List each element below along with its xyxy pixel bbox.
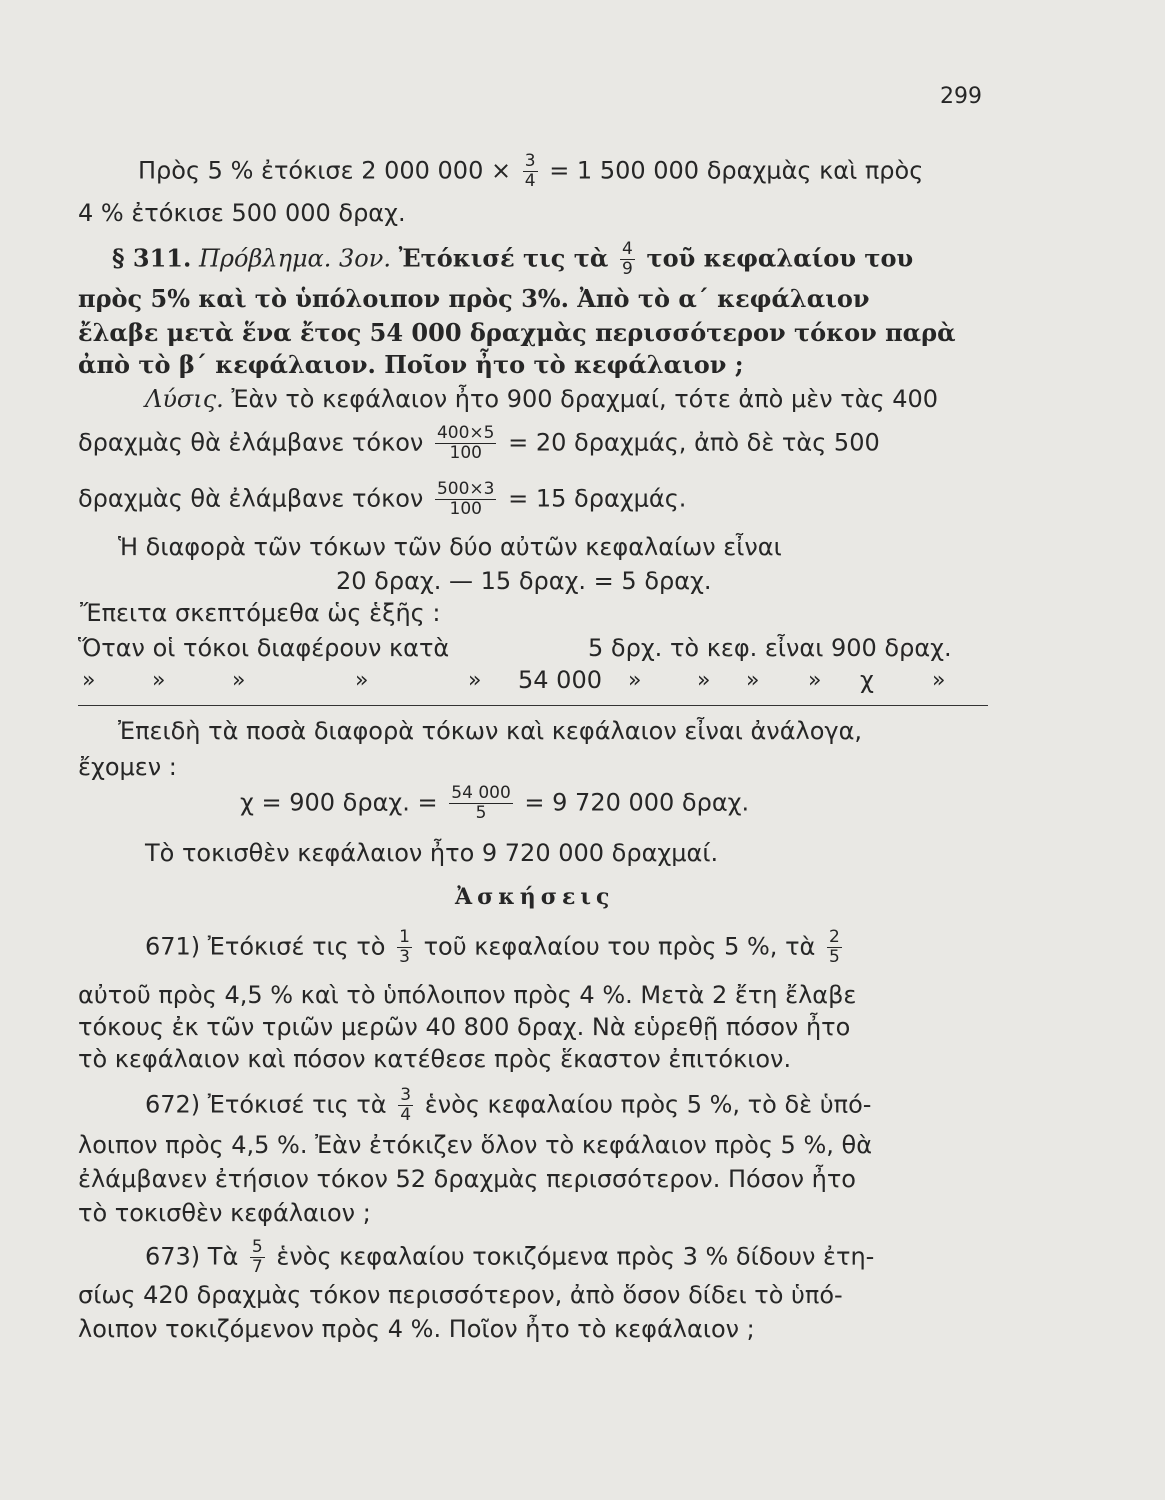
ditto-mark: » bbox=[746, 668, 760, 693]
text-line: 20 δραχ. — 15 δραχ. = 5 δραχ. bbox=[336, 567, 712, 595]
ditto-mark: » bbox=[697, 668, 711, 693]
fraction: $\frac{500\times 3}{100}$ bbox=[436, 479, 495, 519]
ditto-mark: » bbox=[628, 668, 642, 693]
fraction: $\frac{5}{7}$ bbox=[251, 1237, 263, 1277]
ditto-mark: » bbox=[355, 668, 369, 693]
text-line: Ἡ διαφορὰ τῶν τόκων τῶν δύο αὐτῶν κεφαλαίων εἶναι bbox=[118, 533, 782, 561]
exercise-671: 671) Ἐτόκισέ τις τὸ $\frac{1}{3}$ τοῦ κεφαλαίου του πρὸς 5 %, τὰ $\frac{2}{5}$ bbox=[145, 927, 840, 967]
ditto-mark: » bbox=[82, 668, 96, 693]
fraction: $\frac{3}{4}$ bbox=[524, 151, 536, 191]
fraction: $\frac{1}{3}$ bbox=[399, 927, 410, 967]
text-line: τόκους ἐκ τῶν τριῶν μερῶν 40 800 δραχ. Νὰ εὑρεθῇ πόσον ἦτο bbox=[78, 1013, 851, 1041]
exercise-672: 672) Ἐτόκισέ τις τὰ $\frac{3}{4}$ ἑνὸς κεφαλαίου πρὸς 5 %, τὸ δὲ ὑπό- bbox=[145, 1085, 872, 1125]
problem-text: ἀπὸ τὸ β΄ κεφάλαιον. Ποῖον ἦτο τὸ κεφάλαιον ; bbox=[78, 350, 744, 379]
page-number: 299 bbox=[940, 84, 982, 109]
text-line: τὸ τοκισθὲν κεφάλαιον ; bbox=[78, 1199, 371, 1227]
fraction: $\frac{54 000}{5}$ bbox=[451, 783, 511, 823]
text-line: λοιπον τοκιζόμενον πρὸς 4 %. Ποῖον ἦτο τὸ κεφάλαιον ; bbox=[78, 1315, 755, 1343]
result-line: Τὸ τοκισθὲν κεφάλαιον ἦτο 9 720 000 δραχμαί. bbox=[145, 839, 719, 867]
fraction: $\frac{2}{5}$ bbox=[828, 927, 840, 967]
problem-text: πρὸς 5% καὶ τὸ ὑπόλοιπον πρὸς 3%. Ἀπὸ τὸ α΄ κεφάλαιον bbox=[78, 284, 870, 313]
ditto-mark: » bbox=[468, 668, 482, 693]
exercises-heading: Ἀσκήσεις bbox=[455, 884, 615, 910]
ditto-mark: » bbox=[152, 668, 166, 693]
text-line: ἐλάμβανεν ἐτήσιον τόκον 52 δραχμὰς περισσότερον. Πόσον ἦτο bbox=[78, 1165, 856, 1193]
proportion-value: 54 000 bbox=[518, 666, 602, 694]
ditto-mark: » bbox=[808, 668, 822, 693]
text-line: αὐτοῦ πρὸς 4,5 % καὶ τὸ ὑπόλοιπον πρὸς 4 %. Μετὰ 2 ἔτη ἔλαβε bbox=[78, 981, 857, 1009]
proportion-row-right: 5 δρχ. τὸ κεφ. εἶναι 900 δραχ. bbox=[588, 634, 952, 662]
ditto-mark: » bbox=[932, 668, 946, 693]
horizontal-rule bbox=[78, 705, 988, 706]
solution-line: δραχμὰς θὰ ἐλάμβανε τόκον $\frac{500\times 3}{100}$ = 15 δραχμάς. bbox=[78, 479, 687, 519]
text-line: σίως 420 δραχμὰς τόκον περισσότερον, ἀπὸ ὅσον δίδει τὸ ὑπό- bbox=[78, 1281, 843, 1309]
solution-line: δραχμὰς θὰ ἐλάμβανε τόκον $\frac{400\times 5}{100}$ = 20 δραχμάς, ἀπὸ δὲ τὰς 500 bbox=[78, 423, 880, 463]
fraction: $\frac{3}{4}$ bbox=[400, 1085, 412, 1125]
text-line: 4 % ἐτόκισε 500 000 δραχ. bbox=[78, 199, 406, 227]
fraction: $\frac{4}{9}$ bbox=[622, 239, 633, 279]
text-line: τὸ κεφάλαιον καὶ πόσον κατέθεσε πρὸς ἕκαστον ἐπιτόκιον. bbox=[78, 1045, 792, 1073]
problem-text: ἔλαβε μετὰ ἕνα ἔτος 54 000 δραχμὰς περισσότερον τόκον παρὰ bbox=[78, 318, 956, 347]
text-line: Ἔπειτα σκεπτόμεθα ὡς ἑξῆς : bbox=[80, 599, 441, 627]
problem-heading: § 311. Πρόβλημα. 3ον. Ἐτόκισέ τις τὰ $\frac{4}{9}$ τοῦ κεφαλαίου του bbox=[112, 239, 914, 279]
fraction: $\frac{400\times 5}{100}$ bbox=[436, 423, 495, 463]
exercise-673: 673) Τὰ $\frac{5}{7}$ ἑνὸς κεφαλαίου τοκιζόμενα πρὸς 3 % δίδουν ἐτη- bbox=[145, 1237, 875, 1277]
text-line: λοιπον πρὸς 4,5 %. Ἐὰν ἐτόκιζεν ὅλον τὸ κεφάλαιον πρὸς 5 %, θὰ bbox=[78, 1131, 873, 1159]
unknown-x: χ bbox=[860, 666, 874, 694]
solution-line: Λύσις. Ἐὰν τὸ κεφάλαιον ἦτο 900 δραχμαί, τότε ἀπὸ μὲν τὰς 400 bbox=[145, 385, 939, 413]
text-line: ἔχομεν : bbox=[78, 753, 177, 781]
text-line: Ἐπειδὴ τὰ ποσὰ διαφορὰ τόκων καὶ κεφάλαιον εἶναι ἀνάλογα, bbox=[118, 717, 863, 745]
proportion-row-left: Ὅταν οἱ τόκοι διαφέρουν κατὰ bbox=[78, 634, 450, 662]
text-line: Πρὸς 5 % ἐτόκισε 2 000 000 × $\frac{3}{4}$ = 1 500 000 δραχμὰς καὶ πρὸς bbox=[138, 151, 924, 191]
equation: χ = 900 δραχ. = $\frac{54 000}{5}$ = 9 720 000 δραχ. bbox=[240, 783, 750, 823]
ditto-mark: » bbox=[232, 668, 246, 693]
